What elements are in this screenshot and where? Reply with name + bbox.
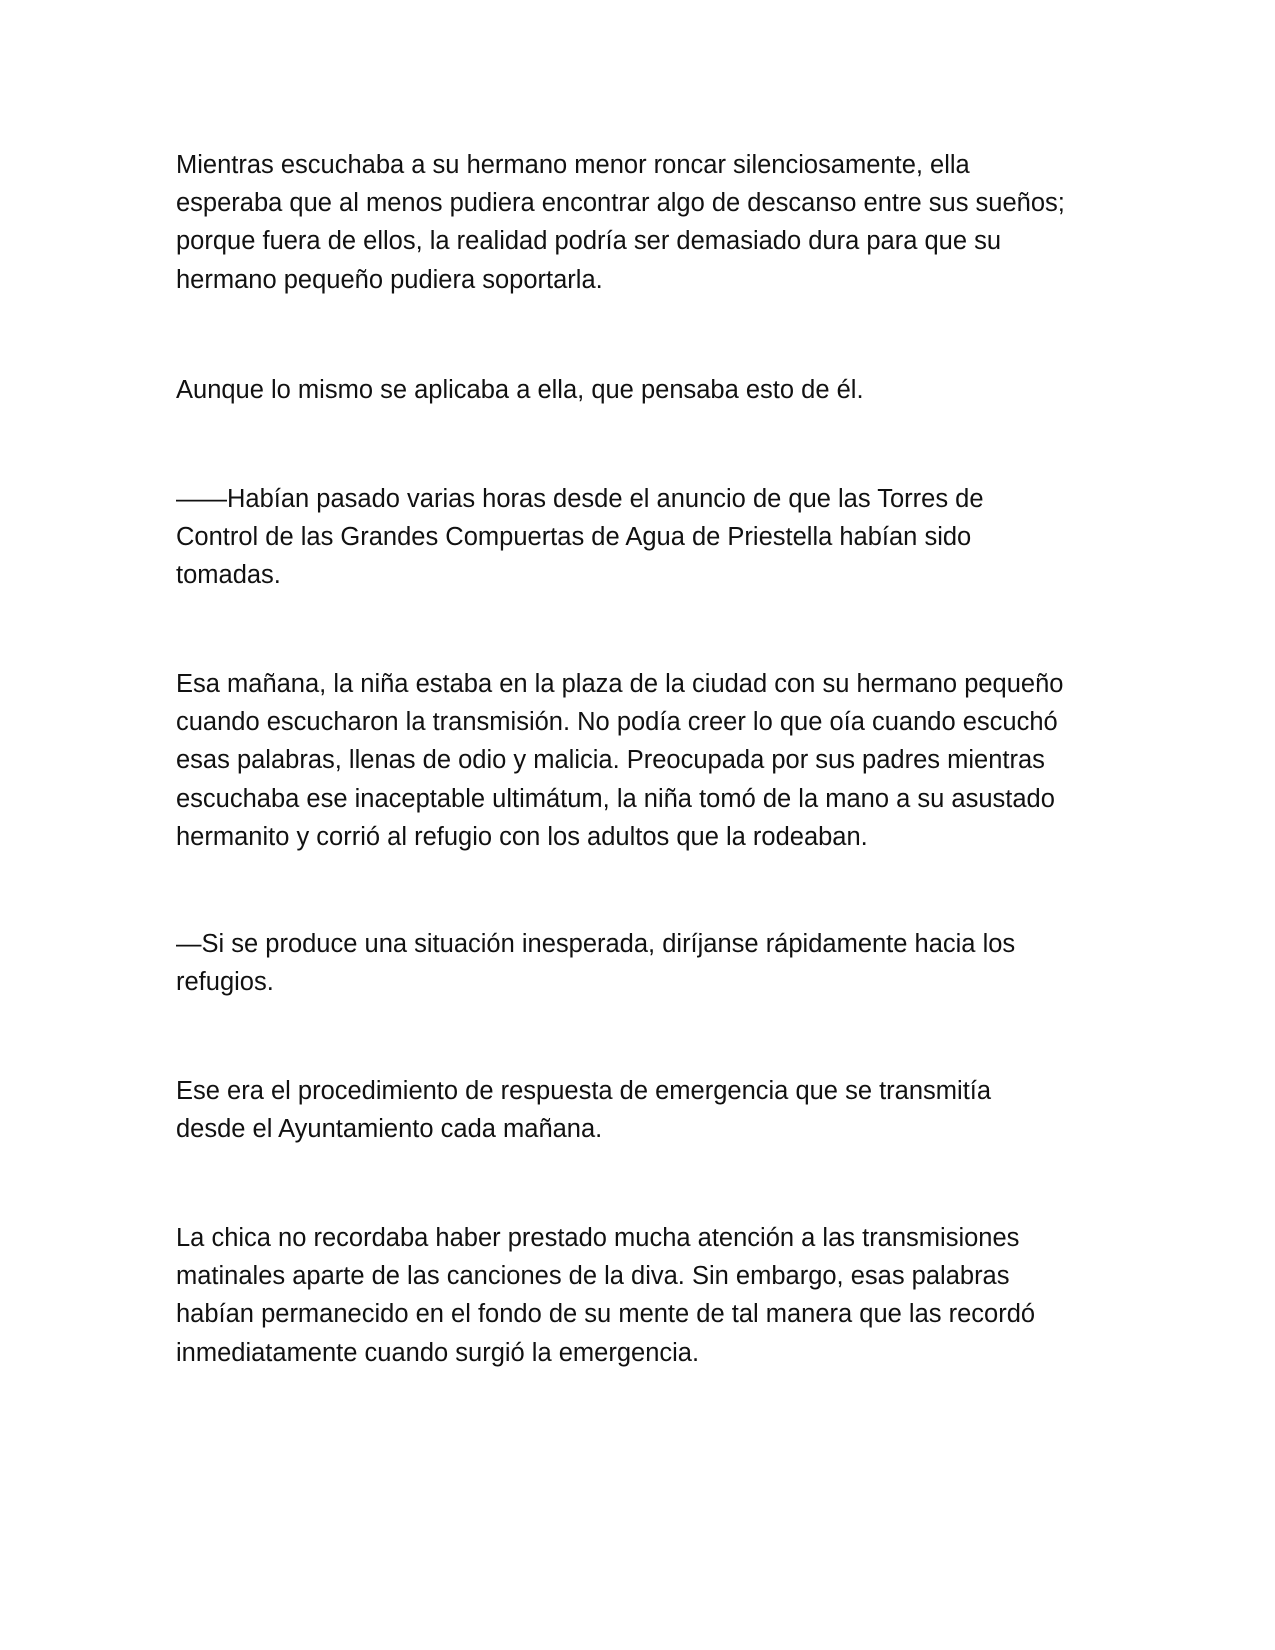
text-line: desde el Ayuntamiento cada mañana. xyxy=(176,1115,603,1144)
paragraph-7 xyxy=(176,1219,1116,1372)
paragraph-3 xyxy=(176,480,1116,595)
text-line: cuando escucharon la transmisión. No podía creer lo que oía cuando escuchó xyxy=(176,708,1058,737)
text-line: escuchaba ese inaceptable ultimátum, la niña tomó de la mano a su asustado xyxy=(176,784,1055,813)
text-line: ——Habían pasado varias horas desde el anuncio de que las Torres de xyxy=(176,485,984,513)
text-line: porque fuera de ellos, la realidad podría ser demasiado dura para que su xyxy=(176,227,1002,256)
text-line: Ese era el procedimiento de respuesta de emergencia que se transmitía xyxy=(176,1077,992,1105)
text-line: esas palabras, llenas de odio y malicia. Preocupada por sus padres mientras xyxy=(176,746,1045,775)
text-line: tomadas. xyxy=(176,561,281,590)
text-line: matinales aparte de las canciones de la diva. Sin embargo, esas palabras xyxy=(176,1262,1010,1291)
text-line: —Si se produce una situación inesperada, diríjanse rápidamente hacia los xyxy=(176,930,1016,958)
text-line: Mientras escuchaba a su hermano menor roncar silenciosamente, ella xyxy=(176,151,970,179)
text-line: Control de las Grandes Compuertas de Agua de Priestella habían sido xyxy=(176,523,972,552)
text-line: refugios. xyxy=(176,968,274,997)
paragraph-4 xyxy=(176,665,1116,856)
text-line: La chica no recordaba haber prestado mucha atención a las transmisiones xyxy=(176,1224,1020,1252)
paragraph-6 xyxy=(176,1072,1116,1148)
text-line: hermano pequeño pudiera soportarla. xyxy=(176,265,603,294)
text-line: esperaba que al menos pudiera encontrar algo de descanso entre sus sueños; xyxy=(176,189,1065,218)
paragraph-2 xyxy=(176,371,1116,409)
text-line: habían permanecido en el fondo de su mente de tal manera que las recordó xyxy=(176,1300,1036,1329)
paragraph-5 xyxy=(176,925,1116,1001)
text-line: Esa mañana, la niña estaba en la plaza de la ciudad con su hermano pequeño xyxy=(176,670,1064,698)
text-line: inmediatamente cuando surgió la emergencia. xyxy=(176,1338,700,1367)
text-line: Aunque lo mismo se aplicaba a ella, que pensaba esto de él. xyxy=(176,376,864,404)
text-line: hermanito y corrió al refugio con los adultos que la rodeaban. xyxy=(176,822,868,851)
paragraph-1 xyxy=(176,146,1116,299)
